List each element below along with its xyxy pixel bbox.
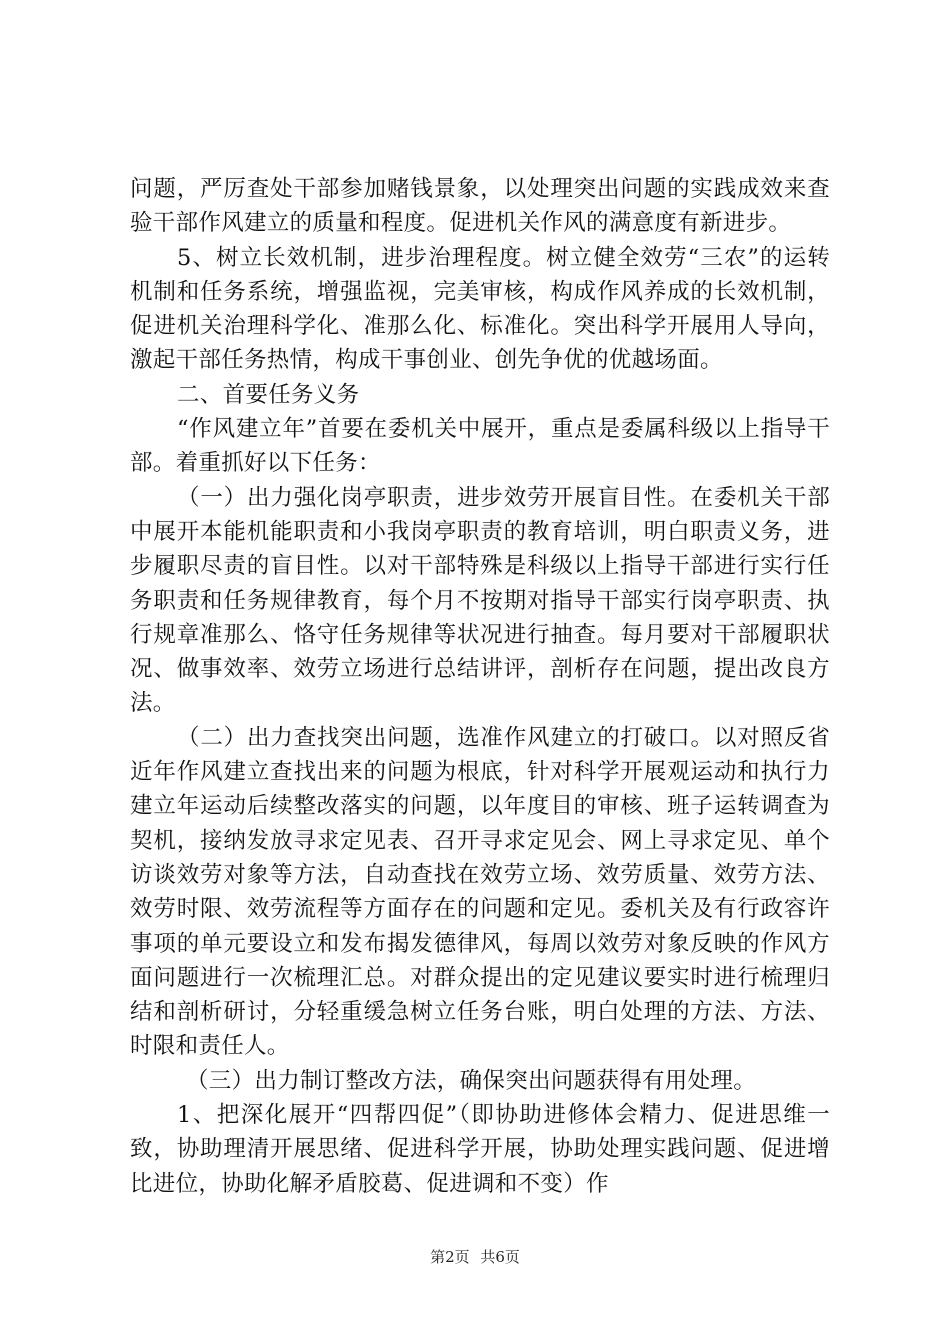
paragraph-intro: “作风建立年”首要在委机关中展开，重点是委属科级以上指导干部。着重抓好以下任务： xyxy=(130,416,830,477)
paragraph-item-5: 5、树立长效机制，进步治理程度。树立健全效劳“三农”的运转机制和任务系统，增强监视，完美审核，构成作风养成的长效机制，促进机关治理科学化、准那么化、标准化。突出科学开展用人导向，激起干部任务热情，构成干事创业、创先争优的优越场面。 xyxy=(130,244,830,374)
paragraph-task-1: （一）出力强化岗亭职责，进步效劳开展盲目性。在委机关干部中展开本能机能职责和小我岗亭职责的教育培训，明白职责义务，进步履职尽责的盲目性。以对干部特殊是科级以上指导干部进行实行任务职责和任务规律教育，每个月不按期对指导干部实行岗亭职责、执行规章准那么、恪守任务规律等状况进行抽查。每月要对干部履职状况、做事效率、效劳立场进行总结讲评，剖析存在问题，提出改良方法。 xyxy=(130,484,830,717)
paragraph-task-2: （二）出力查找突出问题，选准作风建立的打破口。以对照反省近年作风建立查找出来的问题为根底，针对科学开展观运动和执行力建立年运动后续整改落实的问题，以年度目的审核、班子运转调查为契机，接纳发放寻求定见表、召开寻求定见会、网上寻求定见、单个访谈效劳对象等方法，自动查找在效劳立场、效劳质量、效劳方法、效劳时限、效劳流程等方面存在的问题和定见。委机关及有行政容许事项的单元要设立和发布揭发德律风，每周以效劳对象反映的作风方面问题进行一次梳理汇总。对群众提出的定见建议要实时进行梳理归结和剖析研讨，分轻重缓急树立任务台账，明白处理的方法、方法、时限和责任人。 xyxy=(130,724,830,1060)
paragraph-task-3: （三）出力制订整改方法，确保突出问题获得有用处理。 xyxy=(186,1067,757,1094)
paragraph-continuation: 问题，严厉查处干部参加赌钱景象，以处理突出问题的实践成效来查验干部作风建立的质量和程度。促进机关作风的满意度有新进步。 xyxy=(130,176,830,237)
section-heading: 二、首要任务义务 xyxy=(177,381,360,408)
paragraph-sub-item-1: 1、把深化展开“四帮四促”（即协助进修体会精力、促进思维一致，协助理清开展思绪、促进科学开展，协助处理实践问题、促进增比进位，协助化解矛盾胶葛、促进调和不变）作 xyxy=(130,1102,830,1197)
page-footer xyxy=(0,1246,950,1267)
document-body xyxy=(130,172,830,1201)
page-number: 第2页 xyxy=(430,1248,470,1266)
page-total: 共6页 xyxy=(480,1248,520,1266)
